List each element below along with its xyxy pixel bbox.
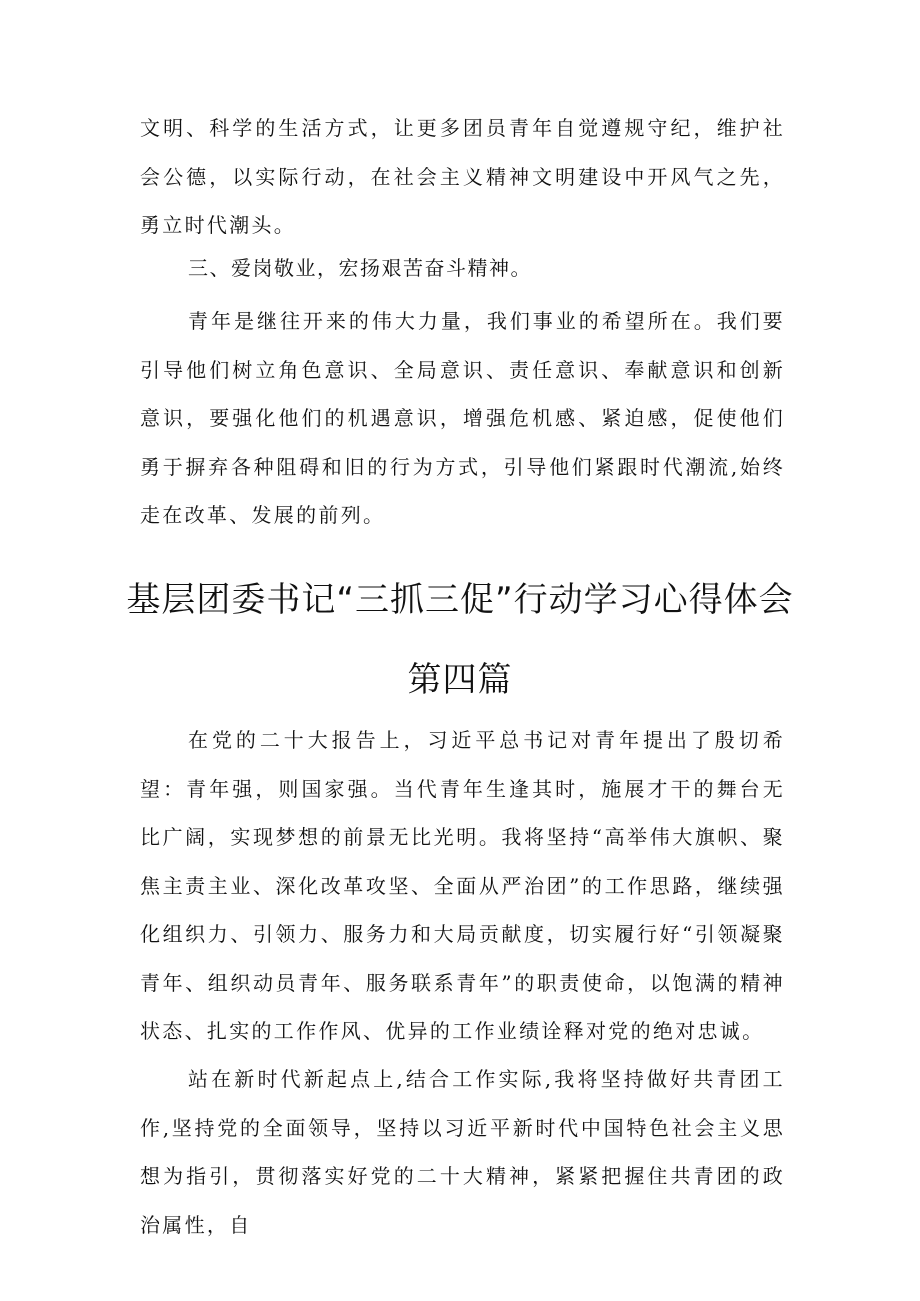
document-subtitle: 第四篇 <box>407 660 513 700</box>
paragraph-new-era: 站在新时代新起点上,结合工作实际,我将坚持做好共青团工作,坚持党的全面领导，坚持以习近平新时代中国特色社会主义思想为指引，贯彻落实好党的二十大精神，紧紧把握住共青团的政治属性，自 <box>140 1067 785 1237</box>
paragraph-continued: 文明、科学的生活方式，让更多团员青年自觉遵规守纪，维护社会公德，以实际行动，在社会主义精神文明建设中开风气之先，勇立时代潮头。 <box>140 116 785 237</box>
section-heading: 三、爱岗敬业，宏扬艰苦奋斗精神。 <box>188 256 532 280</box>
paragraph-congress: 在党的二十大报告上，习近平总书记对青年提出了殷切希望：青年强，则国家强。当代青年生逢其时，施展才干的舞台无比广阔，实现梦想的前景无比光明。我将坚持“高举伟大旗帜、聚焦主责主业、深化改革攻坚、全面从严治团”的工作思路，继续强化组织力、引领力、服务力和大局贡献度，切实履行好“引领凝聚青年、组织动员青年、服务联系青年”的职责使命，以饱满的精神状态、扎实的工作作风、优异的工作业绩诠释对党的绝对忠诚。 <box>140 728 785 1043</box>
document-title: 基层团委书记“三抓三促”行动学习心得体会 <box>126 580 794 620</box>
paragraph-youth: 青年是继往开来的伟大力量，我们事业的希望所在。我们要引导他们树立角色意识、全局意识、责任意识、奉献意识和创新意识，要强化他们的机遇意识，增强危机感、紧迫感，促使他们勇于摒弃各种阻碍和旧的行为方式，引导他们紧跟时代潮流,始终走在改革、发展的前列。 <box>140 309 785 527</box>
